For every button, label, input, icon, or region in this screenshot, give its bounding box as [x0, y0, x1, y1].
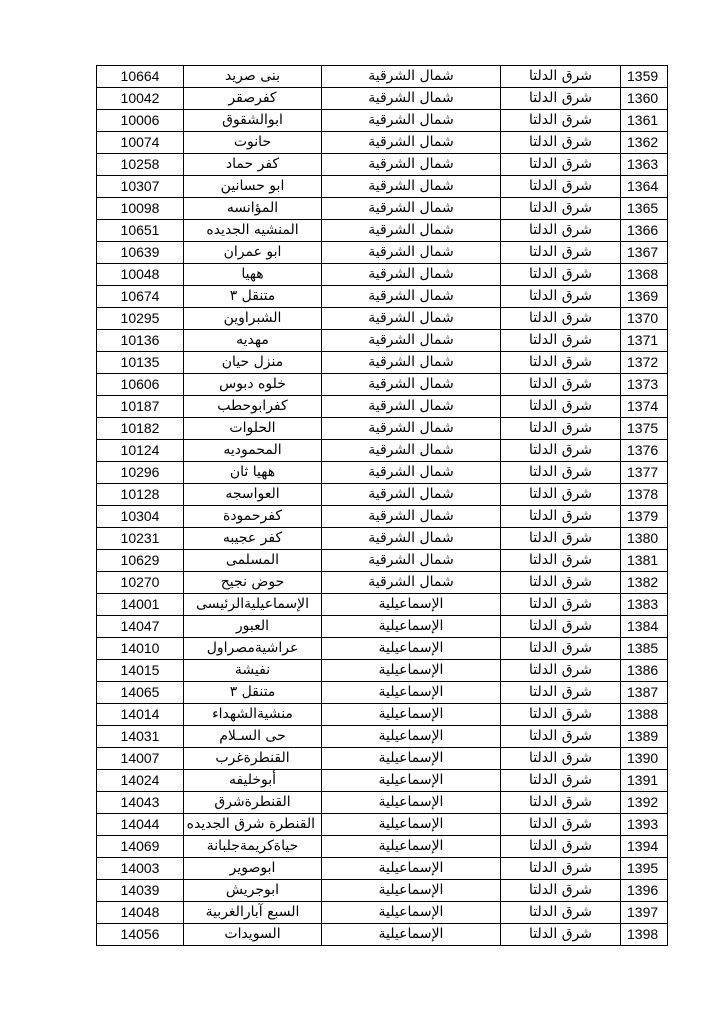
office-code-cell: 14065 [97, 682, 184, 704]
office-code-cell: 14044 [97, 814, 184, 836]
office-name-cell: بنى صريد [184, 66, 322, 88]
table-row [97, 198, 668, 220]
row-number-cell: 1393 [621, 814, 668, 836]
governorate-cell: شمال الشرقية [322, 220, 501, 242]
table-row [97, 462, 668, 484]
region-cell: شرق الدلتا [501, 396, 621, 418]
row-number-cell: 1388 [621, 704, 668, 726]
table-row [97, 770, 668, 792]
governorate-cell: شمال الشرقية [322, 572, 501, 594]
governorate-cell: الإسماعيلية [322, 924, 501, 946]
office-name-cell: منزل حيان [184, 352, 322, 374]
region-cell: شرق الدلتا [501, 770, 621, 792]
governorate-cell: الإسماعيلية [322, 880, 501, 902]
row-number-cell: 1380 [621, 528, 668, 550]
row-number-cell: 1376 [621, 440, 668, 462]
office-code-cell: 14007 [97, 748, 184, 770]
office-code-cell: 14015 [97, 660, 184, 682]
governorate-cell: الإسماعيلية [322, 748, 501, 770]
office-code-cell: 10606 [97, 374, 184, 396]
table-row [97, 396, 668, 418]
office-name-cell: السبع آبارالغربية [184, 902, 322, 924]
region-cell: شرق الدلتا [501, 836, 621, 858]
governorate-cell: شمال الشرقية [322, 528, 501, 550]
row-number-cell: 1359 [621, 66, 668, 88]
office-name-cell: متنقل ٣ [184, 286, 322, 308]
office-name-cell: كفر عجيبه [184, 528, 322, 550]
office-code-cell: 10135 [97, 352, 184, 374]
office-code-cell: 10296 [97, 462, 184, 484]
region-cell: شرق الدلتا [501, 638, 621, 660]
row-number-cell: 1383 [621, 594, 668, 616]
office-name-cell: العواسجه [184, 484, 322, 506]
office-code-cell: 10006 [97, 110, 184, 132]
table-row [97, 154, 668, 176]
row-number-cell: 1381 [621, 550, 668, 572]
office-code-cell: 10042 [97, 88, 184, 110]
row-number-cell: 1373 [621, 374, 668, 396]
governorate-cell: شمال الشرقية [322, 352, 501, 374]
governorate-cell: الإسماعيلية [322, 858, 501, 880]
governorate-cell: شمال الشرقية [322, 440, 501, 462]
office-name-cell: ابو حسانين [184, 176, 322, 198]
table-row [97, 132, 668, 154]
governorate-cell: شمال الشرقية [322, 88, 501, 110]
governorate-cell: شمال الشرقية [322, 308, 501, 330]
table-row [97, 550, 668, 572]
row-number-cell: 1389 [621, 726, 668, 748]
row-number-cell: 1370 [621, 308, 668, 330]
table-row [97, 902, 668, 924]
office-name-cell: حوض نجيح [184, 572, 322, 594]
row-number-cell: 1384 [621, 616, 668, 638]
row-number-cell: 1385 [621, 638, 668, 660]
office-name-cell: السويدات [184, 924, 322, 946]
office-name-cell: كفرحمودة [184, 506, 322, 528]
region-cell: شرق الدلتا [501, 858, 621, 880]
table-row [97, 220, 668, 242]
table-row [97, 682, 668, 704]
office-code-cell: 14010 [97, 638, 184, 660]
office-name-cell: الحلوات [184, 418, 322, 440]
region-cell: شرق الدلتا [501, 66, 621, 88]
governorate-cell: شمال الشرقية [322, 374, 501, 396]
governorate-cell: الإسماعيلية [322, 836, 501, 858]
region-cell: شرق الدلتا [501, 814, 621, 836]
region-cell: شرق الدلتا [501, 616, 621, 638]
region-cell: شرق الدلتا [501, 880, 621, 902]
office-name-cell: ابوصوير [184, 858, 322, 880]
table-row [97, 616, 668, 638]
office-code-cell: 14069 [97, 836, 184, 858]
office-name-cell: الشبراوين [184, 308, 322, 330]
region-cell: شرق الدلتا [501, 220, 621, 242]
office-code-cell: 10258 [97, 154, 184, 176]
office-code-cell: 10187 [97, 396, 184, 418]
row-number-cell: 1368 [621, 264, 668, 286]
region-cell: شرق الدلتا [501, 572, 621, 594]
table-row [97, 418, 668, 440]
row-number-cell: 1375 [621, 418, 668, 440]
row-number-cell: 1366 [621, 220, 668, 242]
region-cell: شرق الدلتا [501, 726, 621, 748]
office-code-cell: 14014 [97, 704, 184, 726]
office-name-cell: المؤانسه [184, 198, 322, 220]
governorate-cell: الإسماعيلية [322, 594, 501, 616]
table-row [97, 352, 668, 374]
governorate-cell: شمال الشرقية [322, 66, 501, 88]
governorate-cell: شمال الشرقية [322, 110, 501, 132]
governorate-cell: شمال الشرقية [322, 462, 501, 484]
region-cell: شرق الدلتا [501, 286, 621, 308]
region-cell: شرق الدلتا [501, 748, 621, 770]
governorate-cell: شمال الشرقية [322, 132, 501, 154]
row-number-cell: 1391 [621, 770, 668, 792]
table-row [97, 264, 668, 286]
row-number-cell: 1379 [621, 506, 668, 528]
office-code-cell: 10651 [97, 220, 184, 242]
office-name-cell: كفرابوحطب [184, 396, 322, 418]
table-row [97, 792, 668, 814]
office-code-cell: 10664 [97, 66, 184, 88]
row-number-cell: 1374 [621, 396, 668, 418]
governorate-cell: الإسماعيلية [322, 638, 501, 660]
region-cell: شرق الدلتا [501, 198, 621, 220]
region-cell: شرق الدلتا [501, 308, 621, 330]
governorate-cell: الإسماعيلية [322, 726, 501, 748]
office-name-cell: ههيا [184, 264, 322, 286]
office-name-cell: العبور [184, 616, 322, 638]
table-row [97, 858, 668, 880]
office-name-cell: المسلمى [184, 550, 322, 572]
office-code-cell: 10048 [97, 264, 184, 286]
table-row [97, 660, 668, 682]
office-code-cell: 14001 [97, 594, 184, 616]
office-name-cell: حانوت [184, 132, 322, 154]
region-cell: شرق الدلتا [501, 528, 621, 550]
governorate-cell: الإسماعيلية [322, 616, 501, 638]
row-number-cell: 1367 [621, 242, 668, 264]
row-number-cell: 1371 [621, 330, 668, 352]
office-name-cell: ههيا ثان [184, 462, 322, 484]
office-code-cell: 10639 [97, 242, 184, 264]
row-number-cell: 1378 [621, 484, 668, 506]
office-code-cell: 14043 [97, 792, 184, 814]
region-cell: شرق الدلتا [501, 264, 621, 286]
office-code-cell: 14039 [97, 880, 184, 902]
governorate-cell: شمال الشرقية [322, 286, 501, 308]
region-cell: شرق الدلتا [501, 110, 621, 132]
governorate-cell: شمال الشرقية [322, 506, 501, 528]
governorate-cell: الإسماعيلية [322, 792, 501, 814]
table-row [97, 506, 668, 528]
governorate-cell: شمال الشرقية [322, 550, 501, 572]
document-page [96, 65, 662, 946]
office-name-cell: كفرصقر [184, 88, 322, 110]
region-cell: شرق الدلتا [501, 242, 621, 264]
region-cell: شرق الدلتا [501, 176, 621, 198]
office-name-cell: منشيةالشهداء [184, 704, 322, 726]
table-row [97, 374, 668, 396]
office-code-cell: 10128 [97, 484, 184, 506]
office-name-cell: أبوخليفه [184, 770, 322, 792]
office-name-cell: الإسماعيليةالرئيسى [184, 594, 322, 616]
table-row [97, 924, 668, 946]
office-code-cell: 10307 [97, 176, 184, 198]
region-cell: شرق الدلتا [501, 902, 621, 924]
table-row [97, 594, 668, 616]
office-code-cell: 14003 [97, 858, 184, 880]
office-name-cell: المنشيه الجديده [184, 220, 322, 242]
region-cell: شرق الدلتا [501, 374, 621, 396]
region-cell: شرق الدلتا [501, 154, 621, 176]
region-cell: شرق الدلتا [501, 924, 621, 946]
region-cell: شرق الدلتا [501, 418, 621, 440]
office-code-cell: 14048 [97, 902, 184, 924]
row-number-cell: 1362 [621, 132, 668, 154]
region-cell: شرق الدلتا [501, 660, 621, 682]
office-code-cell: 10674 [97, 286, 184, 308]
table-row [97, 308, 668, 330]
office-name-cell: ابوالشقوق [184, 110, 322, 132]
governorate-cell: شمال الشرقية [322, 396, 501, 418]
region-cell: شرق الدلتا [501, 330, 621, 352]
row-number-cell: 1396 [621, 880, 668, 902]
row-number-cell: 1394 [621, 836, 668, 858]
office-code-cell: 10182 [97, 418, 184, 440]
office-code-cell: 10074 [97, 132, 184, 154]
governorate-cell: الإسماعيلية [322, 704, 501, 726]
table-row [97, 484, 668, 506]
table-row [97, 242, 668, 264]
region-cell: شرق الدلتا [501, 132, 621, 154]
row-number-cell: 1364 [621, 176, 668, 198]
row-number-cell: 1392 [621, 792, 668, 814]
governorate-cell: الإسماعيلية [322, 682, 501, 704]
office-name-cell: خلوه دبوس [184, 374, 322, 396]
table-body [97, 66, 668, 946]
office-code-cell: 10304 [97, 506, 184, 528]
table-row [97, 528, 668, 550]
governorate-cell: شمال الشرقية [322, 154, 501, 176]
region-cell: شرق الدلتا [501, 484, 621, 506]
office-code-cell: 14056 [97, 924, 184, 946]
governorate-cell: شمال الشرقية [322, 418, 501, 440]
table-row [97, 726, 668, 748]
office-name-cell: نفيشة [184, 660, 322, 682]
region-cell: شرق الدلتا [501, 440, 621, 462]
row-number-cell: 1377 [621, 462, 668, 484]
post-offices-table [96, 65, 668, 946]
governorate-cell: شمال الشرقية [322, 330, 501, 352]
table-row [97, 880, 668, 902]
office-name-cell: المحموديه [184, 440, 322, 462]
table-row [97, 286, 668, 308]
office-name-cell: القنطرةغرب [184, 748, 322, 770]
governorate-cell: الإسماعيلية [322, 814, 501, 836]
row-number-cell: 1397 [621, 902, 668, 924]
region-cell: شرق الدلتا [501, 704, 621, 726]
office-code-cell: 10098 [97, 198, 184, 220]
office-code-cell: 10231 [97, 528, 184, 550]
row-number-cell: 1372 [621, 352, 668, 374]
office-name-cell: ابو عمران [184, 242, 322, 264]
office-code-cell: 10295 [97, 308, 184, 330]
office-code-cell: 10629 [97, 550, 184, 572]
region-cell: شرق الدلتا [501, 594, 621, 616]
row-number-cell: 1386 [621, 660, 668, 682]
table-row [97, 66, 668, 88]
office-code-cell: 10124 [97, 440, 184, 462]
office-code-cell: 14031 [97, 726, 184, 748]
row-number-cell: 1382 [621, 572, 668, 594]
region-cell: شرق الدلتا [501, 352, 621, 374]
row-number-cell: 1365 [621, 198, 668, 220]
region-cell: شرق الدلتا [501, 682, 621, 704]
office-name-cell: حياةكريمةجلبانة [184, 836, 322, 858]
governorate-cell: شمال الشرقية [322, 264, 501, 286]
office-code-cell: 14047 [97, 616, 184, 638]
governorate-cell: الإسماعيلية [322, 902, 501, 924]
governorate-cell: شمال الشرقية [322, 242, 501, 264]
table-row [97, 88, 668, 110]
office-name-cell: عراشيةمصراول [184, 638, 322, 660]
region-cell: شرق الدلتا [501, 550, 621, 572]
table-row [97, 572, 668, 594]
table-row [97, 814, 668, 836]
row-number-cell: 1387 [621, 682, 668, 704]
office-name-cell: حى السـلام [184, 726, 322, 748]
table-row [97, 748, 668, 770]
governorate-cell: الإسماعيلية [322, 770, 501, 792]
office-name-cell: مهديه [184, 330, 322, 352]
governorate-cell: شمال الشرقية [322, 176, 501, 198]
table-row [97, 176, 668, 198]
governorate-cell: شمال الشرقية [322, 198, 501, 220]
governorate-cell: شمال الشرقية [322, 484, 501, 506]
office-code-cell: 14024 [97, 770, 184, 792]
row-number-cell: 1398 [621, 924, 668, 946]
region-cell: شرق الدلتا [501, 506, 621, 528]
governorate-cell: الإسماعيلية [322, 660, 501, 682]
office-name-cell: متنقل ٣ [184, 682, 322, 704]
table-row [97, 704, 668, 726]
region-cell: شرق الدلتا [501, 462, 621, 484]
office-name-cell: القنطرة شرق الجديده [184, 814, 322, 836]
region-cell: شرق الدلتا [501, 88, 621, 110]
row-number-cell: 1360 [621, 88, 668, 110]
table-row [97, 330, 668, 352]
table-row [97, 638, 668, 660]
region-cell: شرق الدلتا [501, 792, 621, 814]
row-number-cell: 1369 [621, 286, 668, 308]
office-code-cell: 10270 [97, 572, 184, 594]
row-number-cell: 1363 [621, 154, 668, 176]
office-name-cell: ابوجريش [184, 880, 322, 902]
table-row [97, 836, 668, 858]
office-name-cell: كفر حماد [184, 154, 322, 176]
office-name-cell: القنطرةشرق [184, 792, 322, 814]
table-row [97, 440, 668, 462]
table-row [97, 110, 668, 132]
row-number-cell: 1395 [621, 858, 668, 880]
office-code-cell: 10136 [97, 330, 184, 352]
row-number-cell: 1361 [621, 110, 668, 132]
row-number-cell: 1390 [621, 748, 668, 770]
